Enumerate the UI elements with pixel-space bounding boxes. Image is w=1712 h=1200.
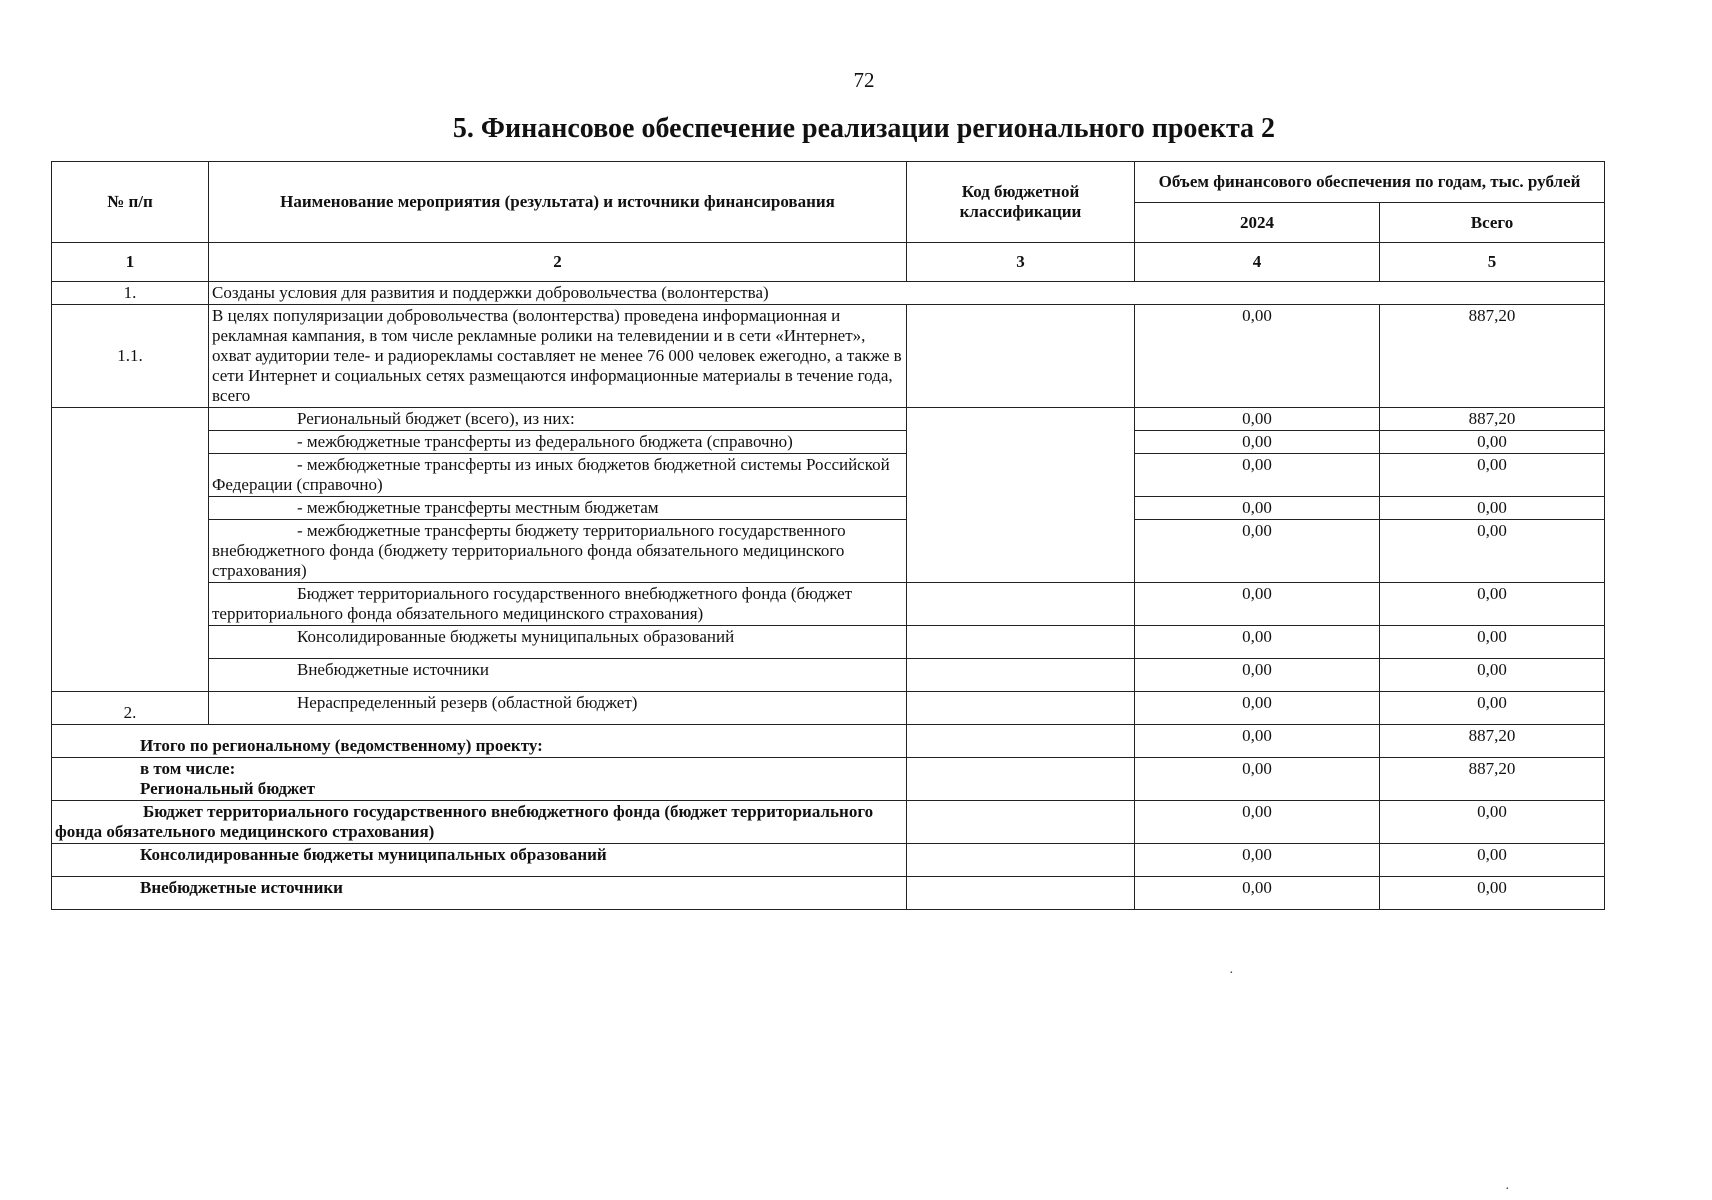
reserve-code bbox=[907, 692, 1135, 725]
section-name: Созданы условия для развития и поддержки добровольчества (волонтерства) bbox=[209, 282, 1605, 305]
source-value-total: 0,00 bbox=[1380, 659, 1605, 692]
source-code bbox=[907, 626, 1135, 659]
col-number-3: 3 bbox=[907, 243, 1135, 282]
source-code bbox=[907, 583, 1135, 626]
reserve-value-2024: 0,00 bbox=[1135, 692, 1380, 725]
source-row bbox=[52, 431, 1605, 454]
col-number-4: 4 bbox=[1135, 243, 1380, 282]
source-value-total: 887,20 bbox=[1380, 408, 1605, 431]
total-including-code bbox=[907, 758, 1135, 801]
header-num: № п/п bbox=[52, 162, 209, 243]
source-label: - межбюджетные трансферты из иных бюджетов бюджетной системы Российской Федерации (справочно) bbox=[209, 454, 907, 497]
source-row bbox=[52, 626, 1605, 659]
financing-table bbox=[51, 161, 1605, 910]
total-including-value-2024: 0,00 bbox=[1135, 758, 1380, 801]
section-row-1 bbox=[52, 282, 1605, 305]
source-row bbox=[52, 659, 1605, 692]
source-label: - межбюджетные трансферты бюджету территориального государственного внебюджетного фонда (бюджету территориального фонда обязательного медицинского страхования) bbox=[209, 520, 907, 583]
col-number-1: 1 bbox=[52, 243, 209, 282]
header-total: Всего bbox=[1380, 203, 1605, 243]
reserve-number: 2. bbox=[52, 692, 209, 725]
source-value-2024: 0,00 bbox=[1135, 408, 1380, 431]
source-label: Внебюджетные источники bbox=[209, 659, 907, 692]
total-tfoms-row bbox=[52, 801, 1605, 844]
item-code bbox=[907, 305, 1135, 408]
source-label: Бюджет территориального государственного внебюджетного фонда (бюджет территориального фонда обязательного медицинского страхования) bbox=[209, 583, 907, 626]
total-offbudget-value-2024: 0,00 bbox=[1135, 877, 1380, 910]
header-row-1 bbox=[52, 162, 1605, 203]
source-value-total: 0,00 bbox=[1380, 626, 1605, 659]
total-municipal-row bbox=[52, 844, 1605, 877]
source-label: Консолидированные бюджеты муниципальных образований bbox=[209, 626, 907, 659]
source-value-2024: 0,00 bbox=[1135, 659, 1380, 692]
item-row-1-1 bbox=[52, 305, 1605, 408]
total-municipal-value-2024: 0,00 bbox=[1135, 844, 1380, 877]
page-number: 72 bbox=[853, 68, 875, 92]
header-volume: Объем финансового обеспечения по годам, тыс. рублей bbox=[1135, 162, 1605, 203]
total-tfoms-code bbox=[907, 801, 1135, 844]
reserve-row bbox=[52, 692, 1605, 725]
page-title: 5. Финансовое обеспечение реализации регионального проекта 2 bbox=[452, 113, 1276, 144]
total-tfoms-label: Бюджет территориального государственного внебюджетного фонда (бюджет территориального фонда обязательного медицинского страхования) bbox=[52, 801, 907, 844]
total-including-value-total: 887,20 bbox=[1380, 758, 1605, 801]
source-num-cell bbox=[52, 408, 209, 692]
header-year: 2024 bbox=[1135, 203, 1380, 243]
source-value-total: 0,00 bbox=[1380, 454, 1605, 497]
total-offbudget-row bbox=[52, 877, 1605, 910]
source-value-2024: 0,00 bbox=[1135, 454, 1380, 497]
total-tfoms-value-total: 0,00 bbox=[1380, 801, 1605, 844]
source-value-2024: 0,00 bbox=[1135, 520, 1380, 583]
source-code-cell bbox=[907, 408, 1135, 583]
source-label: - межбюджетные трансферты из федерального бюджета (справочно) bbox=[209, 431, 907, 454]
source-value-2024: 0,00 bbox=[1135, 583, 1380, 626]
source-value-2024: 0,00 bbox=[1135, 626, 1380, 659]
total-including-line2: Региональный бюджет bbox=[140, 779, 315, 798]
header-name: Наименование мероприятия (результата) и источники финансирования bbox=[209, 162, 907, 243]
total-municipal-value-total: 0,00 bbox=[1380, 844, 1605, 877]
header-code: Код бюджетной классификации bbox=[907, 162, 1135, 243]
source-row bbox=[52, 497, 1605, 520]
total-project-value-2024: 0,00 bbox=[1135, 725, 1380, 758]
source-value-total: 0,00 bbox=[1380, 583, 1605, 626]
total-project-code bbox=[907, 725, 1135, 758]
total-project-label: Итого по региональному (ведомственному) проекту: bbox=[52, 725, 907, 758]
total-tfoms-value-2024: 0,00 bbox=[1135, 801, 1380, 844]
scan-speck: · bbox=[1229, 966, 1234, 981]
source-row bbox=[52, 408, 1605, 431]
source-label: - межбюджетные трансферты местным бюджетам bbox=[209, 497, 907, 520]
total-offbudget-code bbox=[907, 877, 1135, 910]
reserve-value-total: 0,00 bbox=[1380, 692, 1605, 725]
source-value-total: 0,00 bbox=[1380, 520, 1605, 583]
source-value-2024: 0,00 bbox=[1135, 497, 1380, 520]
total-including-label bbox=[52, 758, 907, 801]
source-code bbox=[907, 659, 1135, 692]
total-municipal-code bbox=[907, 844, 1135, 877]
reserve-label: Нераспределенный резерв (областной бюджет) bbox=[209, 692, 907, 725]
source-value-2024: 0,00 bbox=[1135, 431, 1380, 454]
source-row bbox=[52, 454, 1605, 497]
total-offbudget-label: Внебюджетные источники bbox=[52, 877, 907, 910]
col-number-5: 5 bbox=[1380, 243, 1605, 282]
item-name: В целях популяризации добровольчества (волонтерства) проведена информационная и рекламная кампания, в том числе рекламные ролики на телевидении и в сети «Интернет», охват аудитории теле- и радиорекламы составляет не менее 76 000 человек ежегодно, а также в сети Интернет и социальных сетях размещаются информационные материалы в течение года, всего bbox=[209, 305, 907, 408]
item-value-total: 887,20 bbox=[1380, 305, 1605, 408]
total-offbudget-value-total: 0,00 bbox=[1380, 877, 1605, 910]
source-label: Региональный бюджет (всего), из них: bbox=[209, 408, 907, 431]
source-value-total: 0,00 bbox=[1380, 431, 1605, 454]
item-number: 1.1. bbox=[52, 305, 209, 408]
total-including-line1: в том числе: bbox=[140, 759, 236, 778]
column-numbers-row bbox=[52, 243, 1605, 282]
total-including-row bbox=[52, 758, 1605, 801]
total-municipal-label: Консолидированные бюджеты муниципальных образований bbox=[52, 844, 907, 877]
col-number-2: 2 bbox=[209, 243, 907, 282]
total-project-value-total: 887,20 bbox=[1380, 725, 1605, 758]
item-value-2024: 0,00 bbox=[1135, 305, 1380, 408]
source-row bbox=[52, 520, 1605, 583]
scan-speck: · bbox=[1505, 1182, 1510, 1197]
source-value-total: 0,00 bbox=[1380, 497, 1605, 520]
section-number: 1. bbox=[52, 282, 209, 305]
source-row bbox=[52, 583, 1605, 626]
total-project-row bbox=[52, 725, 1605, 758]
